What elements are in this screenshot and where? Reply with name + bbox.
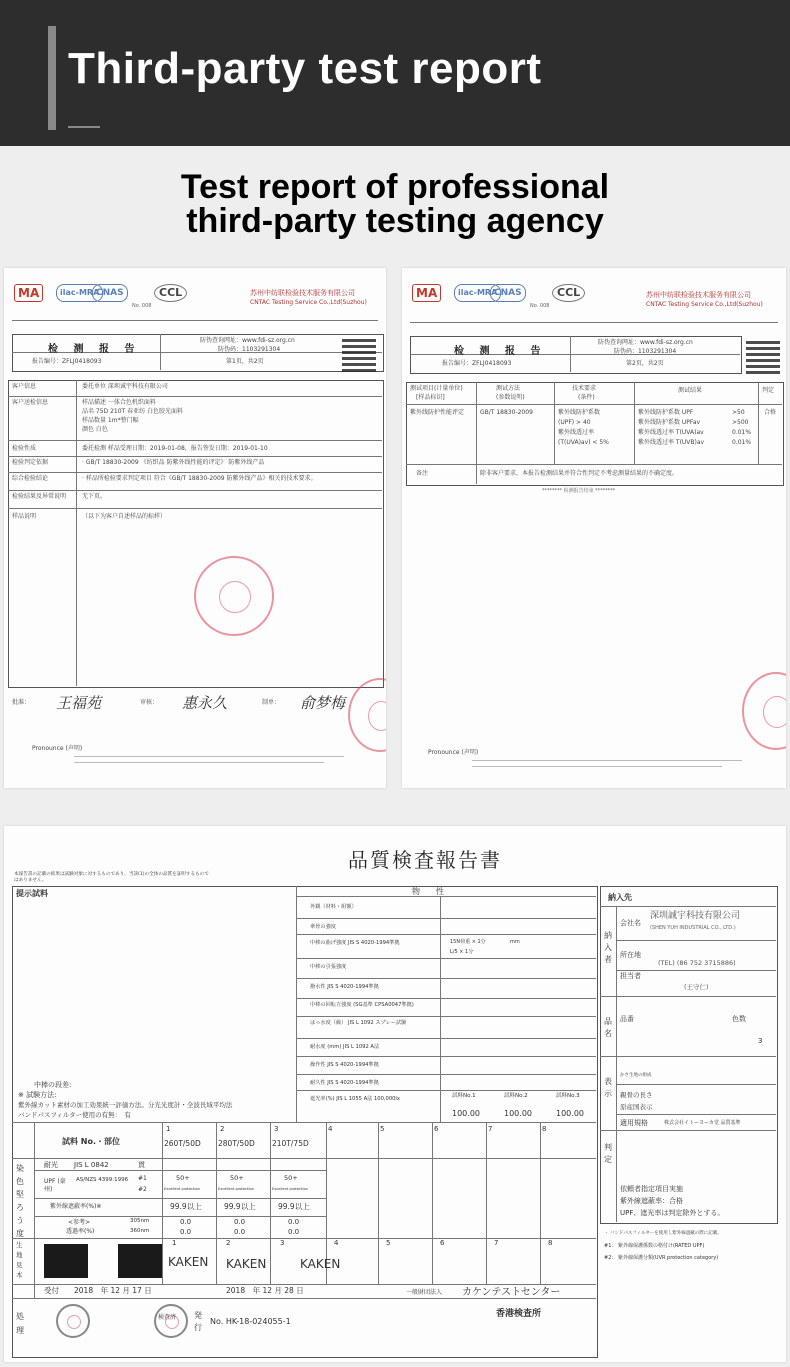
property-label: 耐久性 JIS S 4020-1994準拠 (310, 1080, 379, 1086)
mid-note-2: ※ 試験方法: (18, 1091, 57, 1099)
property-label: 中棒の曲げ強度 JIS S 4020-1994準拠 (310, 940, 400, 946)
address-label: 所在地 (620, 951, 641, 959)
row-rule-5 (12, 1238, 596, 1239)
fineprint-line-2 (472, 766, 722, 767)
label-composition: かさ生地の組成 (620, 1073, 652, 1078)
swatch-column-number: 6 (440, 1239, 445, 1247)
props-row-rule (296, 958, 596, 959)
uv-rate-value-3: 99.9以上 (278, 1202, 310, 1211)
info-row-rule (8, 472, 382, 473)
swatch-photo-2 (118, 1244, 162, 1278)
upf-row-1: #1 (138, 1175, 147, 1182)
column-number: 4 (328, 1125, 333, 1133)
side-label-judgement: 判定 (604, 1143, 612, 1164)
shade-head-2: 試料No.2 (504, 1093, 528, 1099)
fineprint-line-1 (74, 756, 344, 757)
standard-value: 株式会社イトーヨーカ堂 品質基準 (664, 1120, 741, 1126)
standard-label: 適用規格 (620, 1119, 648, 1127)
panel-rule-3 (616, 970, 776, 971)
info-row-label: 检验判定依据 (12, 459, 49, 466)
th-judgement: 判定 (762, 387, 775, 394)
fastness-label: 耐光 (44, 1161, 58, 1169)
upf-row-2: #2 (138, 1186, 147, 1193)
title-underline (68, 126, 100, 128)
property-label: 傘骨の強度 (310, 924, 336, 930)
results-col-3 (634, 382, 635, 464)
section-subtitle (0, 170, 790, 238)
swatch-text-2: KAKEN (226, 1257, 267, 1271)
props-row-rule (296, 998, 596, 999)
info-row-label: 综合检验结论 (12, 475, 49, 482)
transmittance-value: 0.0 (180, 1218, 192, 1226)
property-label: 遮光率(%) JIS L 1055 A法 100,000lx (310, 1096, 400, 1102)
row-rule-6 (12, 1284, 596, 1285)
props-row-rule (296, 1090, 596, 1091)
props-heading: 物 性 (412, 887, 444, 896)
info-row-label: 客户送检信息 (12, 399, 49, 406)
prepare-label: 制单： (262, 699, 281, 706)
remark-label: 备注 (416, 470, 429, 477)
report-number: 报告编号：ZFLJ0418093 (442, 360, 512, 367)
column-number: 7 (488, 1125, 493, 1133)
props-row-rule (296, 978, 596, 979)
info-row-rule (8, 508, 382, 509)
pronounce-label: Pronounce (声明) (32, 745, 83, 752)
ccl-logo: CCL (154, 284, 187, 302)
mid-note-3: 紫外線カット素材の加工効果統一評価方法。分光光度計・全波長域平均法 (18, 1101, 233, 1109)
mid-note-1: 中棒の段差: (34, 1081, 72, 1089)
shade-value-3: 100.00 (556, 1109, 584, 1118)
institute-name-cn: 苏州中纺联检验技术服务有限公司 (646, 291, 751, 299)
result-value: 0.01% (732, 439, 752, 446)
jp-report-title: 品質検査報告書 (348, 848, 502, 872)
swatch-column-number: 4 (334, 1239, 339, 1247)
label-origin: 原産国表示 (620, 1103, 653, 1111)
institute-name-cn: 苏州中纺联检验技术服务有限公司 (250, 289, 355, 297)
verify-site: 防伪查询网址：www.fdi-sz.org.cn (598, 339, 693, 346)
subtitle-line-2: third-party testing agency (186, 202, 604, 240)
company-tel: (TEL) (86 752 3715886) (658, 959, 736, 967)
judgement-line-1: 依頼者指定項目実施 (620, 1185, 683, 1193)
company-name: 深圳誠宇科技有限公司 (650, 911, 741, 921)
row-rule-3 (34, 1198, 326, 1199)
info-row-label: 检验结果及异常说明 (12, 493, 67, 500)
swatch-column-number: 8 (548, 1239, 553, 1247)
report-page-1 (4, 268, 386, 788)
panel-rule-7 (616, 1114, 776, 1115)
footnote-1: ・ バンドパスフィルターを使用し紫外線遮蔽の際に記載。 (604, 1231, 722, 1236)
upf-value-2: 50+ (230, 1174, 244, 1182)
ilac-logo: ilac-MRA (56, 284, 103, 302)
info-row-label: 检验性质 (12, 445, 37, 452)
column-number: 3 (274, 1125, 279, 1133)
lower-col-2 (216, 1122, 217, 1284)
transmittance-value: 0.0 (234, 1218, 246, 1226)
result-name: 紫外线透过率 T(UVA)av (638, 429, 704, 436)
panel-rule-4 (600, 996, 776, 997)
info-row-value: · GB/T 18830-2009 《纺织品 防紫外线性能的评定》 防紫外线产品 (82, 459, 265, 466)
ref-nm-305: 305nm (130, 1218, 150, 1224)
mid-note-4: バンドパスフィルター使用の有無： 有 (18, 1111, 131, 1119)
lower-col-1 (162, 1122, 163, 1284)
cnas-logo: CNAS (490, 284, 526, 302)
transmittance-value: 0.0 (288, 1218, 300, 1226)
column-number: 5 (380, 1125, 385, 1133)
info-table (8, 380, 384, 688)
approver-signature: 王福苑 (56, 694, 102, 712)
swatch-photo-1 (44, 1244, 88, 1278)
requirement-line: (T(UVA)av) < 5% (558, 439, 609, 446)
row-rule-7 (12, 1298, 596, 1299)
props-row-rule (296, 934, 596, 935)
received-label: 受付 (44, 1286, 59, 1295)
fineprint-line-1 (472, 760, 742, 761)
panel-rule-1 (600, 906, 776, 907)
sample-col-1: 260T/50D (164, 1139, 201, 1148)
transmittance-value: 0.0 (288, 1228, 300, 1236)
bend-value: 15N荷重 × 1分 (450, 939, 486, 945)
shade-value-1: 100.00 (452, 1109, 480, 1118)
side-label-client: 納入者 (604, 931, 612, 964)
judgement-line-2: 紫外線遮蔽率：合格 (620, 1197, 683, 1205)
shade-head-1: 試料No.1 (452, 1093, 476, 1099)
item-no-label: 品番 (620, 1015, 634, 1023)
fastness-standard: JIS L 0842 (74, 1161, 109, 1169)
issue-label: 発行 (194, 1311, 202, 1332)
sample-col-2: 280T/50D (218, 1139, 255, 1148)
info-row-value: · 样品所检验要求判定项目 符合《GB/T 18830-2009 防紫外线产品》相关的技术要求。 (82, 475, 317, 482)
approve-label: 批准： (12, 699, 31, 706)
verify-site: 防伪查询网址：www.fdi-sz.org.cn (200, 337, 295, 344)
swatch-column-number: 3 (280, 1239, 285, 1247)
header-note: 本報告書の記載の結果は試験対象に対するものであり、当該(1)の全体の品質を証明するものではありません。 (14, 872, 209, 883)
results-col-2 (554, 382, 555, 464)
props-row-rule (296, 1038, 596, 1039)
company-name-en: (SHEN YUH INDUSTRIAL CO., LTD.) (650, 925, 736, 931)
report-end-line: ******** 检测报告结束 ******** (542, 488, 616, 494)
row-method: GB/T 18830-2009 (480, 409, 533, 416)
transmittance-value: 0.0 (234, 1228, 246, 1236)
process-label: 処理 (16, 1312, 24, 1335)
judgement-line-3: UPF、遮光率は判定除外とする。 (620, 1209, 725, 1217)
ref-nm-360: 360nm (130, 1228, 150, 1234)
props-divider (296, 886, 297, 1122)
row-rule-4 (34, 1216, 326, 1217)
upf-standard: AS/NZS 4399:1996 (76, 1177, 129, 1183)
props-head-rule (296, 896, 596, 897)
verify-code: 防伪码：1103291304 (218, 346, 281, 353)
header-banner (0, 0, 790, 146)
swatch-column-number: 2 (226, 1239, 231, 1247)
result-value: >50 (732, 409, 745, 416)
lower-col-0 (34, 1122, 35, 1298)
color-count-label: 色数 (732, 1015, 746, 1023)
result-value: 0.01% (732, 429, 752, 436)
info-row-label: 客户信息 (12, 383, 37, 390)
cnas-logo: CNAS (92, 284, 128, 302)
info-row-rule (8, 490, 382, 491)
side-label-dyeing: 染色堅ろう度 (16, 1164, 24, 1238)
property-label: 外観（材料・組額） (310, 904, 357, 910)
ccl-logo: CCL (552, 284, 585, 302)
panel-rule-8 (600, 1130, 776, 1131)
preparer-signature: 俞梦梅 (300, 694, 346, 712)
property-label: 操作性 JIS S 4020-1994準拠 (310, 1062, 379, 1068)
report-title: 检 测 报 告 (454, 346, 547, 357)
th-requirement: 技术要求 (572, 385, 597, 392)
column-number: 2 (220, 1125, 225, 1133)
info-row-value: 颜色 白色 (82, 426, 108, 433)
cnas-number: No. 008 (132, 303, 152, 309)
report-number: 报告编号：ZFLJ0418093 (32, 358, 102, 365)
result-name: 紫外线防护系数 UPF (638, 409, 694, 416)
side-label-labeling: 表示 (604, 1077, 612, 1098)
results-col-4 (758, 382, 759, 464)
panel-rule-2 (616, 940, 776, 941)
page-number: 第2页，共2页 (626, 360, 664, 367)
props-row-rule (296, 1056, 596, 1057)
props-row-rule (296, 1016, 596, 1017)
props-row-rule (296, 1074, 596, 1075)
th-result: 测试结果 (678, 387, 703, 394)
requirement-line: 紫外线防护系数 (558, 409, 601, 416)
lower-col-8 (540, 1122, 541, 1284)
property-label: 中棒の引張強度 (310, 964, 347, 970)
issuer-name: カケンテストセンター (462, 1287, 561, 1298)
panel-rule-5 (600, 1056, 776, 1057)
result-value: >500 (732, 419, 749, 426)
uv-rate-value-2: 99.9以上 (224, 1202, 256, 1211)
requirement-line: 紫外线透过率 (558, 429, 595, 436)
info-row-value: （以下为客户自述样品的标样） (82, 513, 167, 520)
cnas-number: No. 008 (530, 303, 550, 309)
info-row-rule (8, 396, 382, 397)
inspector-seal-2 (154, 1304, 188, 1338)
info-row-value: 样品数量 1m*整门幅 (82, 417, 139, 424)
row-rule-1 (12, 1158, 596, 1159)
remark-divider (476, 464, 477, 484)
fastness-grade: 貫 (138, 1161, 145, 1169)
swatch-text-3: KAKEN (300, 1257, 341, 1271)
ref-label: <参考> (68, 1219, 91, 1226)
company-label: 会社名 (620, 919, 641, 927)
institute-name-en: CNTAC Testing Service Co.,Ltd(Suzhou) (646, 301, 763, 308)
property-label: 中棒の回転方強度 (SG基準 CPSA0047準拠) (310, 1002, 414, 1008)
accent-bar (48, 26, 56, 130)
th-item-sub: [样品标识] (416, 394, 445, 401)
results-row-rule (406, 464, 782, 465)
ref-label-2: 透過率(%) (66, 1228, 95, 1235)
upf-rating-1: Excellent protection (164, 1187, 200, 1191)
footnote-2: #1： 紫外線保護係数の格付け(RATED UPF) (604, 1243, 705, 1249)
page-number: 第1页，共2页 (226, 358, 264, 365)
info-row-value: 委托单位 深圳诚宇科技有限公司 (82, 383, 168, 390)
th-method: 测试方法 (496, 385, 521, 392)
props-row-rule (296, 918, 596, 919)
report-title: 检 测 报 告 (48, 344, 141, 355)
lower-col-7 (486, 1122, 487, 1284)
panel-side-divider-2 (616, 996, 617, 1222)
contact-name: (王守仁) (684, 983, 709, 991)
column-number: 1 (166, 1125, 171, 1133)
edge-seal-stamp (742, 672, 786, 750)
th-requirement-sub: (条件) (578, 394, 595, 401)
transmittance-value: 0.0 (180, 1228, 192, 1236)
requirement-line: (UPF) > 40 (558, 419, 591, 426)
lower-col-6 (432, 1122, 433, 1284)
qr-code (342, 338, 376, 372)
report-page-2 (402, 268, 786, 788)
swatch-text-1: KAKEN (168, 1255, 209, 1269)
info-row-label: 样品说明 (12, 513, 37, 520)
results-col-1 (476, 382, 477, 464)
property-label: はっ水度（級） JIS L 1092 スプレー試験 (310, 1020, 407, 1026)
upf-value-3: 50+ (284, 1174, 298, 1182)
swatch-column-number: 5 (386, 1239, 391, 1247)
info-row-value: 委托检测 样品受理日期：2019-01-08，报告签发日期：2019-01-10 (82, 445, 268, 452)
swatch-column-number: 7 (494, 1239, 499, 1247)
issuer-branch: 香港検査所 (496, 1309, 542, 1319)
upf-rating-3: Excellent protection (272, 1187, 308, 1191)
lower-col-5 (378, 1122, 379, 1284)
delivery-label: 納入先 (608, 893, 632, 902)
label-rib-length: 親骨の長さ (620, 1091, 653, 1099)
th-method-sub: (参数说明) (496, 394, 525, 401)
swatch-side-label: 生地見本 (16, 1241, 23, 1279)
issued-date: 2018 年 12 月 28 日 (226, 1286, 304, 1295)
footnote-3: #2： 紫外線保護分類(UVR protection category) (604, 1255, 719, 1261)
shade-value-2: 100.00 (504, 1109, 532, 1118)
upf-label: UPF (豪州) (44, 1178, 66, 1193)
inspector-seal-1 (56, 1304, 90, 1338)
quality-inspection-report (4, 826, 786, 1362)
ma-logo: MA (14, 284, 43, 302)
received-date: 2018 年 12 月 17 日 (74, 1286, 152, 1295)
uv-rate-value-1: 99.9以上 (170, 1202, 202, 1211)
review-label: 审核： (140, 699, 159, 706)
side-label-product: 品名 (604, 1017, 612, 1038)
upf-value-1: 50+ (176, 1174, 190, 1182)
issue-number: No. HK-18-024055-1 (210, 1317, 291, 1326)
qr-code (746, 340, 780, 374)
info-col-divider (76, 380, 77, 686)
page-title: Third-party test report (68, 44, 542, 93)
sample-heading: 提示試料 (16, 889, 48, 898)
header-rule (12, 320, 378, 321)
header-rule (410, 322, 778, 323)
color-count: 3 (758, 1037, 763, 1045)
fineprint-line-2 (74, 762, 324, 763)
lower-top-rule (12, 1122, 596, 1123)
sample-col-3: 210T/75D (272, 1139, 309, 1148)
property-label: 撥水性 JIS S 4020-1994準拠 (310, 984, 379, 990)
red-seal-stamp (194, 556, 274, 636)
ma-logo: MA (412, 284, 441, 302)
shade-head-3: 試料No.3 (556, 1093, 580, 1099)
props-value-divider (440, 896, 441, 1122)
uv-rate-label: 紫外線遮蔽率(%)※ (50, 1203, 102, 1210)
column-number: 6 (434, 1125, 439, 1133)
row-judgement: 合格 (764, 409, 777, 416)
result-name: 紫外线透过率 T(UVB)av (638, 439, 705, 446)
subtitle-line-1: Test report of professional (180, 168, 610, 206)
reviewer-signature: 惠永久 (182, 694, 228, 712)
institute-name-en: CNTAC Testing Service Co.,Ltd(Suzhou) (250, 299, 367, 306)
row-rule-2 (34, 1170, 326, 1171)
panel-rule-6 (616, 1084, 776, 1085)
panel-side-divider (616, 906, 617, 996)
results-header-rule (406, 404, 782, 405)
issuer-label: 一般財団法人 (406, 1289, 443, 1296)
swatch-column-number: 1 (172, 1239, 177, 1247)
row-item: 紫外线防护性能评定 (410, 409, 465, 416)
lower-col-3 (270, 1122, 271, 1284)
info-row-rule (8, 456, 382, 457)
property-label: 耐水度 (mm) JIS L 1092 A法 (310, 1044, 380, 1050)
contact-label: 担当者 (620, 972, 641, 980)
upf-rating-2: Excellent protection (218, 1187, 254, 1191)
bend-value-2: L/5 × 1分 (450, 949, 474, 955)
verify-code: 防伪码：1103291304 (614, 348, 677, 355)
th-item: 测试项目(计量单位) (410, 385, 463, 392)
inspected-seal-text: 検査済 (158, 1314, 177, 1321)
info-row-value: 样品描述 一体合色机织面料 (82, 399, 156, 406)
sample-label: 試料 No.・部位 (62, 1137, 121, 1146)
info-row-value: 品名 75D 210T 春亚纺 白色胶光面料 (82, 408, 184, 415)
pronounce-label: Pronounce (声明) (428, 749, 479, 756)
result-name: 紫外线防护系数 UPFav (638, 419, 701, 426)
edge-seal-stamp (348, 678, 386, 752)
bend-unit: mm (510, 939, 520, 945)
remark-text: 除非客户要求，本报告检测结果并符合性判定不考虑测量结果的不确定度。 (480, 470, 679, 477)
info-row-rule (8, 440, 382, 441)
column-number: 8 (542, 1125, 547, 1133)
info-row-value: 无下页。 (82, 493, 107, 500)
ilac-logo: ilac-MRA (454, 284, 501, 302)
client-panel (600, 886, 778, 1224)
